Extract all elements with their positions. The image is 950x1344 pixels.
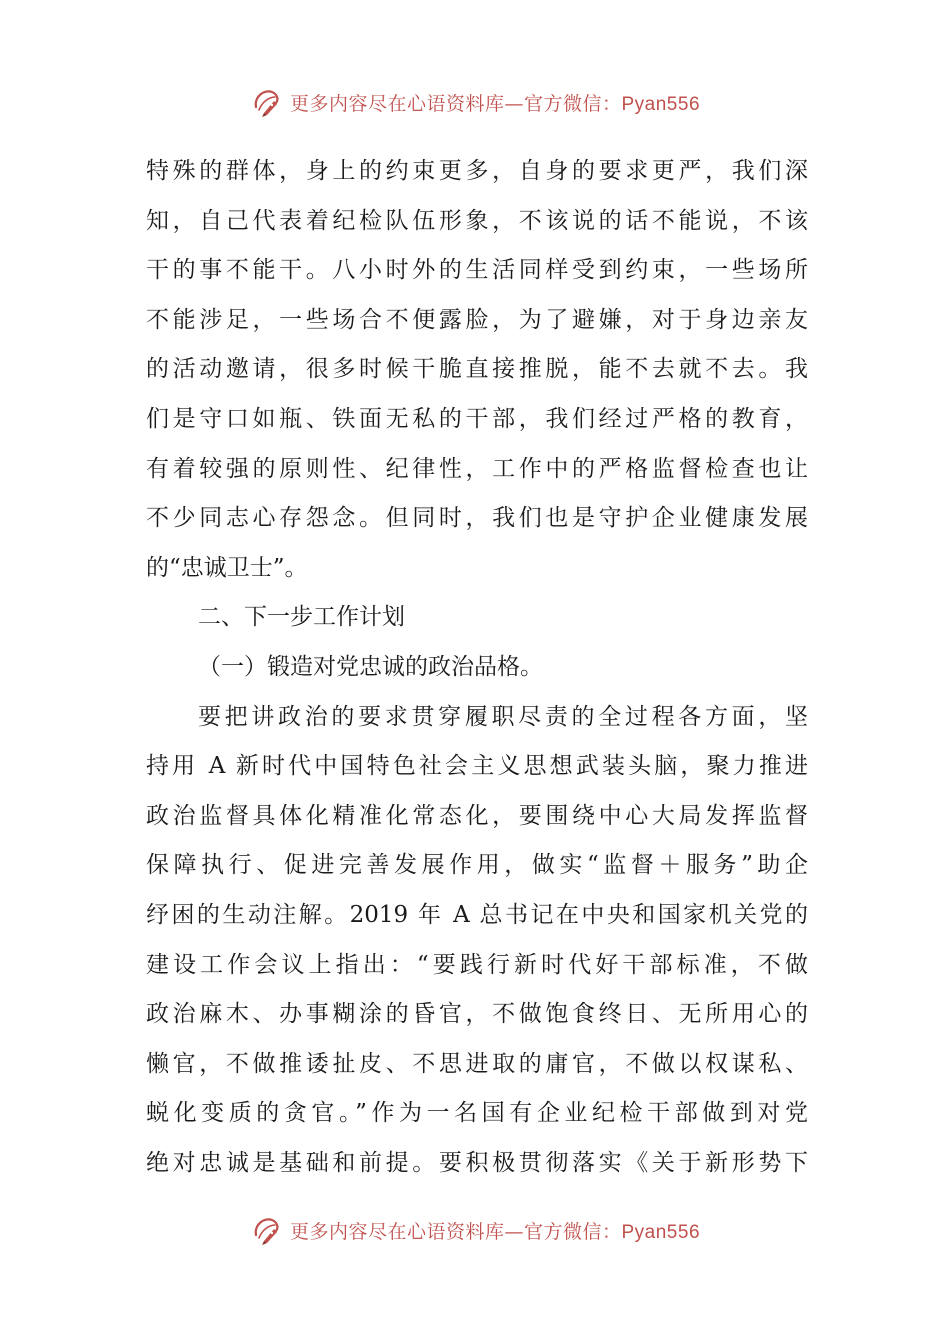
body-line: 干的事不能干。八小时外的生活同样受到约束，一些场所 (146, 257, 808, 284)
body-line: 政治监督具体化精准化常态化，要围绕中心大局发挥监督 (146, 802, 808, 829)
footer-banner-text: 更多内容尽在心语资料库—官方微信：Pyan556 (289, 1220, 701, 1243)
body-line: 持用 A 新时代中国特色社会主义思想武装头脑，聚力推进 (146, 753, 808, 780)
body-line: 知，自己代表着纪检队伍形象，不该说的话不能说，不该 (146, 207, 808, 234)
body-line: 们是守口如瓶、铁面无私的干部，我们经过严格的教育， (146, 405, 808, 432)
header-banner (0, 82, 950, 122)
pen-nib-swirl-icon (250, 1213, 284, 1247)
body-line: 不能涉足，一些场合不便露脸，为了避嫌，对于身边亲友 (146, 306, 808, 333)
body-line: 的“忠诚卫士”。 (146, 554, 308, 581)
body-line: 保障执行、促进完善发展作用，做实“监督＋服务”助企 (146, 852, 808, 879)
body-line: 蜕化变质的贪官。”作为一名国有企业纪检干部做到对党 (146, 1100, 808, 1127)
header-banner-text: 更多内容尽在心语资料库—官方微信：Pyan556 (289, 92, 701, 115)
body-line: 不少同志心存怨念。但同时，我们也是守护企业健康发展 (146, 505, 808, 532)
body-line: 特殊的群体，身上的约束更多，自身的要求更严，我们深 (146, 158, 808, 184)
footer-banner (0, 1210, 950, 1250)
body-line: 纾困的生动注解。2019 年 A 总书记在中央和国家机关党的 (146, 901, 808, 928)
body-line: 要把讲政治的要求贯穿履职尽责的全过程各方面，坚 (198, 703, 808, 730)
body-line: 绝对忠诚是基础和前提。要积极贯彻落实《关于新形势下 (146, 1149, 808, 1176)
body-line: 政治麻木、办事糊涂的昏官，不做饱食终日、无所用心的 (146, 1001, 808, 1028)
subsection-heading: （一）锻造对党忠诚的政治品格。 (198, 653, 543, 680)
body-line: 懒官，不做推诿扯皮、不思进取的庸官，不做以权谋私、 (146, 1050, 808, 1077)
document-body (146, 147, 808, 1188)
body-line: 的活动邀请，很多时候干脆直接推脱，能不去就不去。我 (146, 356, 808, 383)
section-heading: 二、下一步工作计划 (198, 604, 405, 631)
pen-nib-swirl-icon (250, 85, 284, 119)
body-line: 建设工作会议上指出：“要践行新时代好干部标准，不做 (146, 951, 808, 978)
body-line: 有着较强的原则性、纪律性，工作中的严格监督检查也让 (146, 455, 808, 482)
